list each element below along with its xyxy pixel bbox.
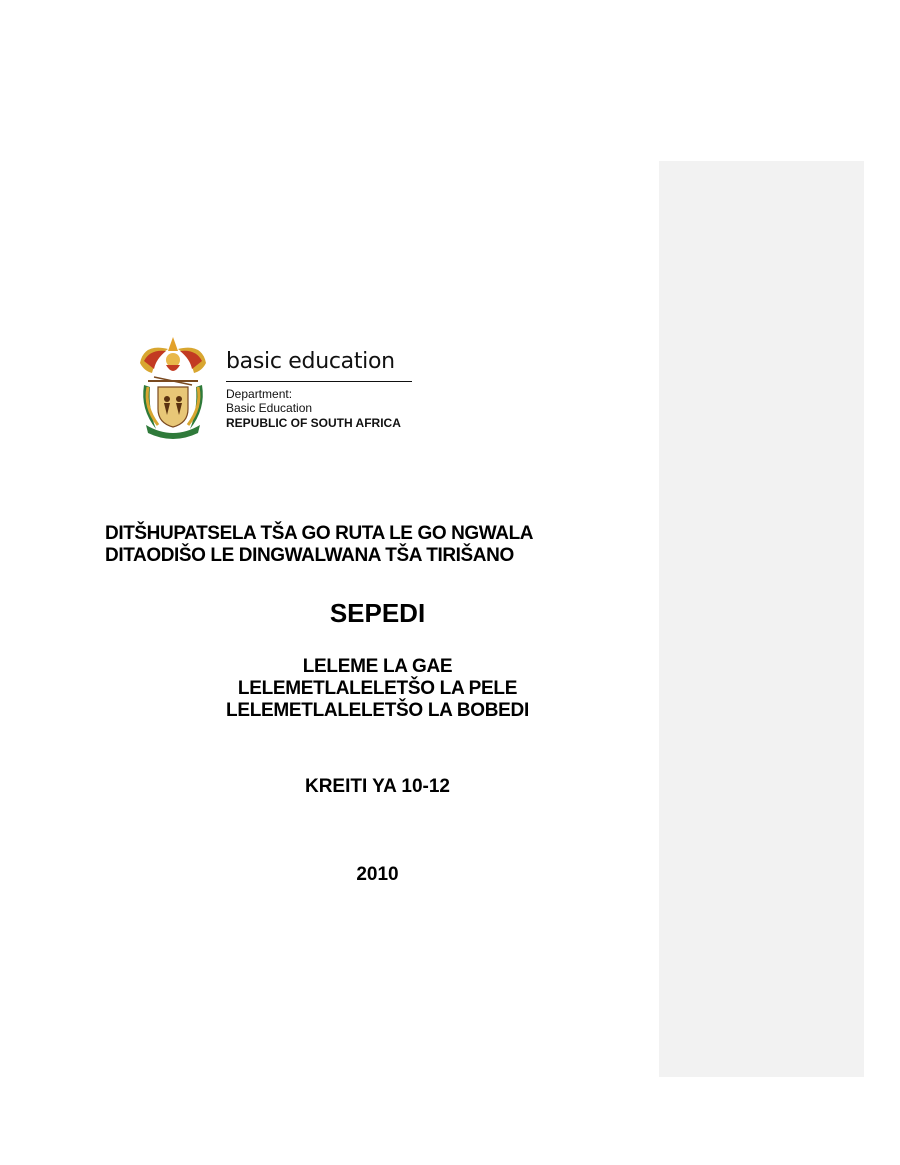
year-label: 2010 (356, 864, 399, 885)
logo-divider (226, 381, 412, 382)
comment-margin-pane (659, 161, 864, 1077)
level-line: LELEMETLALELETŠO LA BOBEDI (226, 700, 529, 721)
title-line: DITAODIŠO LE DINGWALWANA TŠA TIRIŠANO (105, 545, 514, 566)
language-levels (105, 656, 650, 722)
level-line: LELEMETLALELETŠO LA PELE (237, 678, 518, 699)
department-logo (134, 333, 419, 443)
logo-wordmark: basic education (226, 349, 395, 374)
language-heading: SEPEDI (329, 598, 426, 628)
grade-label: KREITI YA 10-12 (304, 776, 451, 797)
logo-country: REPUBLIC OF SOUTH AFRICA (226, 416, 401, 430)
coat-of-arms-icon (134, 333, 212, 441)
logo-department-name: Basic Education (226, 401, 313, 415)
document-title (105, 523, 533, 567)
title-line: DITŠHUPATSELA TŠA GO RUTA LE GO NGWALA (105, 523, 534, 544)
level-line: LELEME LA GAE (302, 656, 453, 677)
logo-department-label: Department: (226, 387, 293, 401)
